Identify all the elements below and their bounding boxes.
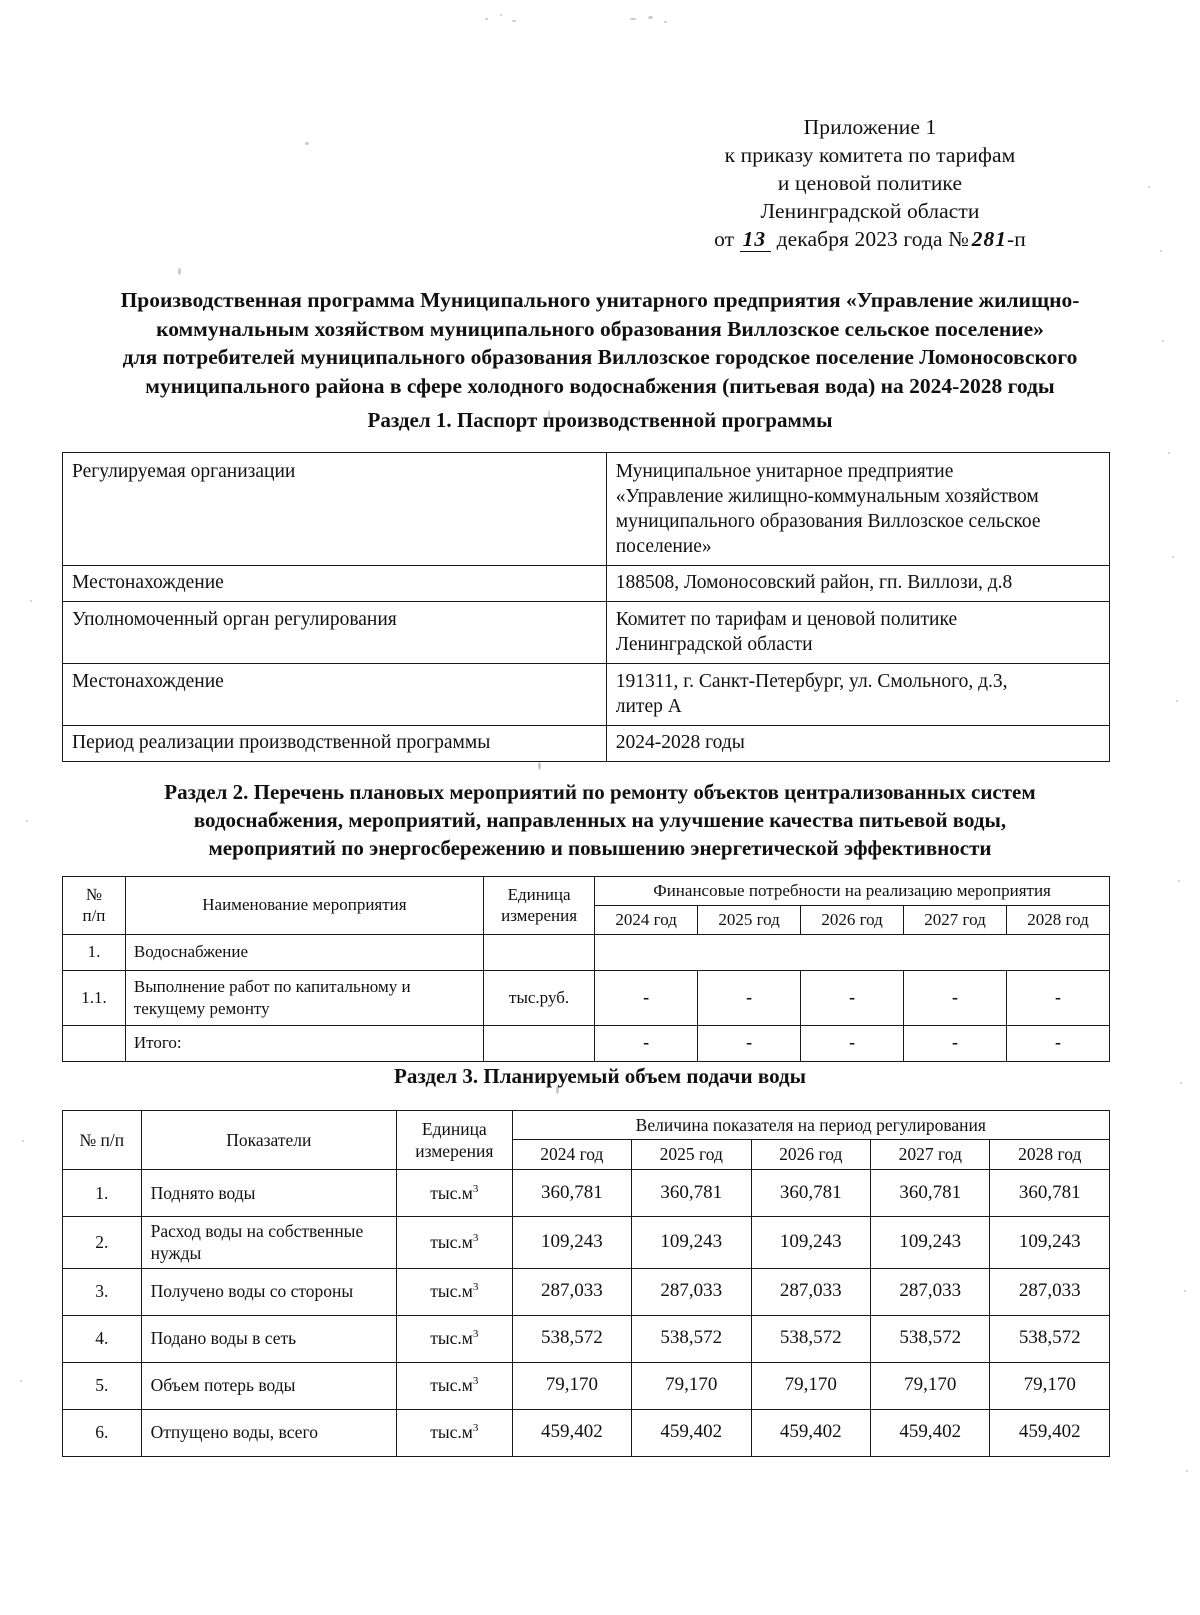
unit-exponent: 3: [472, 1182, 479, 1195]
row-value-2028: 538,572: [990, 1315, 1110, 1362]
row-value-2026: 109,243: [751, 1216, 870, 1268]
row-value-2024: 109,243: [512, 1216, 631, 1268]
row-unit: [396, 1268, 512, 1315]
row-number: 1.1.: [63, 970, 126, 1025]
row-value-2028: 360,781: [990, 1169, 1110, 1216]
value-line: поселение»: [615, 535, 712, 557]
unit-base: тыс.м: [430, 1281, 473, 1302]
section-2-heading: [80, 778, 1120, 862]
row-value-2028: 287,033: [990, 1268, 1110, 1315]
header-year-2028: 2028 год: [1007, 905, 1110, 934]
table-row: [63, 725, 1110, 761]
title-line-3: для потребителей муниципального образования Виллозское городское поселение Ломоносовского: [122, 345, 1078, 370]
row-value-2024: 360,781: [512, 1169, 631, 1216]
row-name: Водоснабжение: [125, 934, 483, 970]
header-year-2028: 2028 год: [990, 1140, 1110, 1169]
header-number: [63, 877, 126, 935]
row-value-2026: 287,033: [751, 1268, 870, 1315]
row-unit: [483, 1025, 594, 1061]
row-value-2024: 538,572: [512, 1315, 631, 1362]
row-value-2027: 459,402: [871, 1409, 990, 1456]
row-value-2027: 360,781: [871, 1169, 990, 1216]
unit-base: тыс.м: [430, 1375, 473, 1396]
row-value-2025: 287,033: [632, 1268, 751, 1315]
table-row: [63, 1268, 1110, 1315]
header-measure-name: Наименование мероприятия: [125, 877, 483, 935]
title-line-1: Производственная программа Муниципального унитарного предприятия «Управление жилищно-: [120, 288, 1080, 312]
row-number: 6.: [63, 1409, 142, 1456]
row-number: 1.: [63, 1169, 142, 1216]
row-value-2027: 109,243: [871, 1216, 990, 1268]
unit-exponent: 3: [472, 1375, 479, 1388]
row-value-2026: 459,402: [751, 1409, 870, 1456]
passport-table: [62, 452, 1110, 762]
handwritten-number: 281: [971, 226, 1008, 251]
row-name: Подано воды в сеть: [141, 1315, 396, 1362]
row-unit: [396, 1362, 512, 1409]
header-year-2025: 2025 год: [632, 1140, 751, 1169]
row-name: Выполнение работ по капитальному и текущему ремонту: [125, 970, 483, 1025]
row-number: 4.: [63, 1315, 142, 1362]
row-name: Получено воды со стороны: [141, 1268, 396, 1315]
row-value-2024: -: [595, 1025, 698, 1061]
row-name: Поднято воды: [141, 1169, 396, 1216]
value-line: Комитет по тарифам и ценовой политике: [615, 608, 958, 630]
row-value-2028: -: [1007, 970, 1110, 1025]
table-row: [63, 970, 1110, 1025]
table-row: [63, 1216, 1110, 1268]
row-value-2028: 109,243: [990, 1216, 1110, 1268]
header-unit-line-1: Единица: [507, 884, 571, 904]
number-symbol: №: [948, 226, 969, 251]
header-indicator: Показатели: [141, 1111, 396, 1170]
document-title: [70, 286, 1130, 400]
unit-exponent: 3: [472, 1422, 479, 1435]
row-value-2025: 79,170: [632, 1362, 751, 1409]
row-name: Расход воды на собственные нужды: [141, 1216, 396, 1268]
unit-exponent: 3: [472, 1232, 479, 1245]
header-unit: [483, 877, 594, 935]
appendix-line-4: Ленинградской области: [760, 198, 980, 223]
row-value-2028: -: [1007, 1025, 1110, 1061]
row-value-2024: 287,033: [512, 1268, 631, 1315]
section-2-heading-line-2: водоснабжения, мероприятий, направленных на улучшение качества питьевой воды,: [193, 808, 1007, 833]
header-number-line-2: п/п: [82, 906, 106, 926]
month-year: декабря 2023 года: [776, 226, 943, 251]
row-value-2026: 538,572: [751, 1315, 870, 1362]
appendix-line-2: к приказу комитета по тарифам: [724, 142, 1016, 167]
passport-key: Местонахождение: [63, 565, 607, 601]
title-line-4: муниципального района в сфере холодного водоснабжения (питьевая вода) на 2024-2028 годы: [145, 373, 1055, 398]
header-year-2026: 2026 год: [751, 1140, 870, 1169]
number-suffix: -п: [1007, 226, 1026, 251]
value-line: «Управление жилищно-коммунальным хозяйством: [615, 485, 1039, 507]
table-row: [63, 453, 1110, 566]
value-line: литер А: [615, 695, 682, 717]
volume-table: [62, 1110, 1110, 1457]
date-prefix: от: [714, 226, 735, 251]
row-value-2025: 459,402: [632, 1409, 751, 1456]
row-value-2025: 538,572: [632, 1315, 751, 1362]
row-unit: тыс.руб.: [483, 970, 594, 1025]
row-unit: [396, 1216, 512, 1268]
passport-value: [606, 663, 1109, 725]
passport-key: Местонахождение: [63, 663, 607, 725]
passport-value: 188508, Ломоносовский район, гп. Виллози, д.8: [606, 565, 1109, 601]
row-value-2025: -: [698, 970, 801, 1025]
value-line: Ленинградской области: [615, 633, 813, 655]
header-number-line-1: №: [85, 884, 103, 904]
row-value-2028: 79,170: [990, 1362, 1110, 1409]
table-row: [63, 1025, 1110, 1061]
row-number: 2.: [63, 1216, 142, 1268]
row-value-2027: -: [904, 970, 1007, 1025]
row-number: [63, 1025, 126, 1061]
table-row: [63, 1409, 1110, 1456]
passport-value: [606, 453, 1109, 566]
row-value-2024: 79,170: [512, 1362, 631, 1409]
header-value-group: Величина показателя на период регулирования: [512, 1111, 1109, 1140]
row-name: Объем потерь воды: [141, 1362, 396, 1409]
appendix-line-3: и ценовой политике: [777, 170, 963, 195]
row-name: Итого:: [125, 1025, 483, 1061]
value-line: муниципального образования Виллозское сельское: [615, 510, 1041, 532]
row-value-2026: 79,170: [751, 1362, 870, 1409]
row-value-2025: -: [698, 1025, 801, 1061]
table-row: [63, 1315, 1110, 1362]
unit-exponent: 3: [472, 1281, 479, 1294]
row-value-2027: 538,572: [871, 1315, 990, 1362]
table-row: [63, 601, 1110, 663]
header-year-2027: 2027 год: [904, 905, 1007, 934]
passport-value: 2024-2028 годы: [606, 725, 1109, 761]
unit-base: тыс.м: [430, 1231, 473, 1252]
table-header-row: [63, 1111, 1110, 1140]
table-row: [63, 1362, 1110, 1409]
appendix-header: [620, 114, 1120, 254]
row-value-2024: 459,402: [512, 1409, 631, 1456]
row-number: 1.: [63, 934, 126, 970]
row-unit: [396, 1409, 512, 1456]
row-value-2024: -: [595, 970, 698, 1025]
section-2-heading-line-1: Раздел 2. Перечень плановых мероприятий по ремонту объектов централизованных систем: [164, 780, 1036, 804]
passport-value: [606, 601, 1109, 663]
row-number: 5.: [63, 1362, 142, 1409]
table-header-row: [63, 877, 1110, 906]
section-1-heading: Раздел 1. Паспорт производственной программы: [367, 408, 833, 432]
table-row: [63, 565, 1110, 601]
row-merged-empty: [595, 934, 1110, 970]
title-line-2: коммунальным хозяйством муниципального образования Виллозское сельское поселение»: [156, 316, 1044, 341]
passport-key: Период реализации производственной программы: [63, 725, 607, 761]
measures-table: [62, 876, 1110, 1062]
section-2-heading-line-3: мероприятий по энергосбережению и повышению энергетической эффективности: [208, 836, 992, 861]
value-line: Муниципальное унитарное предприятие: [615, 461, 954, 482]
header-year-2027: 2027 год: [871, 1140, 990, 1169]
header-year-2026: 2026 год: [801, 905, 904, 934]
row-value-2026: -: [801, 1025, 904, 1061]
handwritten-day: 13: [740, 227, 772, 252]
row-value-2026: 360,781: [751, 1169, 870, 1216]
header-year-2024: 2024 год: [512, 1140, 631, 1169]
row-unit: [483, 934, 594, 970]
header-unit-line-2: измерения: [501, 906, 578, 926]
unit-base: тыс.м: [430, 1182, 473, 1203]
row-value-2026: -: [801, 970, 904, 1025]
row-value-2027: 287,033: [871, 1268, 990, 1315]
row-value-2025: 360,781: [632, 1169, 751, 1216]
passport-key: Уполномоченный орган регулирования: [63, 601, 607, 663]
table-row: [63, 934, 1110, 970]
row-value-2027: 79,170: [871, 1362, 990, 1409]
value-line: 191311, г. Санкт-Петербург, ул. Смольного, д.3,: [615, 670, 1008, 692]
unit-exponent: 3: [472, 1328, 479, 1341]
unit-base: тыс.м: [430, 1422, 473, 1443]
table-row: [63, 663, 1110, 725]
unit-base: тыс.м: [430, 1328, 473, 1349]
row-value-2025: 109,243: [632, 1216, 751, 1268]
row-unit: [396, 1315, 512, 1362]
appendix-line-1: Приложение 1: [803, 115, 937, 139]
row-value-2028: 459,402: [990, 1409, 1110, 1456]
row-unit: [396, 1169, 512, 1216]
section-3-heading: Раздел 3. Планируемый объем подачи воды: [394, 1064, 806, 1088]
appendix-order-date-line: [620, 226, 1120, 254]
header-financial-group: Финансовые потребности на реализацию мероприятия: [595, 877, 1110, 906]
row-number: 3.: [63, 1268, 142, 1315]
header-unit-line-2: измерения: [415, 1140, 494, 1161]
header-number: № п/п: [63, 1111, 142, 1170]
header-unit: [396, 1111, 512, 1170]
header-year-2024: 2024 год: [595, 905, 698, 934]
table-row: [63, 1169, 1110, 1216]
header-year-2025: 2025 год: [698, 905, 801, 934]
row-value-2027: -: [904, 1025, 1007, 1061]
header-unit-line-1: Единица: [421, 1118, 487, 1139]
passport-key: Регулируемая организации: [63, 453, 607, 566]
row-name: Отпущено воды, всего: [141, 1409, 396, 1456]
